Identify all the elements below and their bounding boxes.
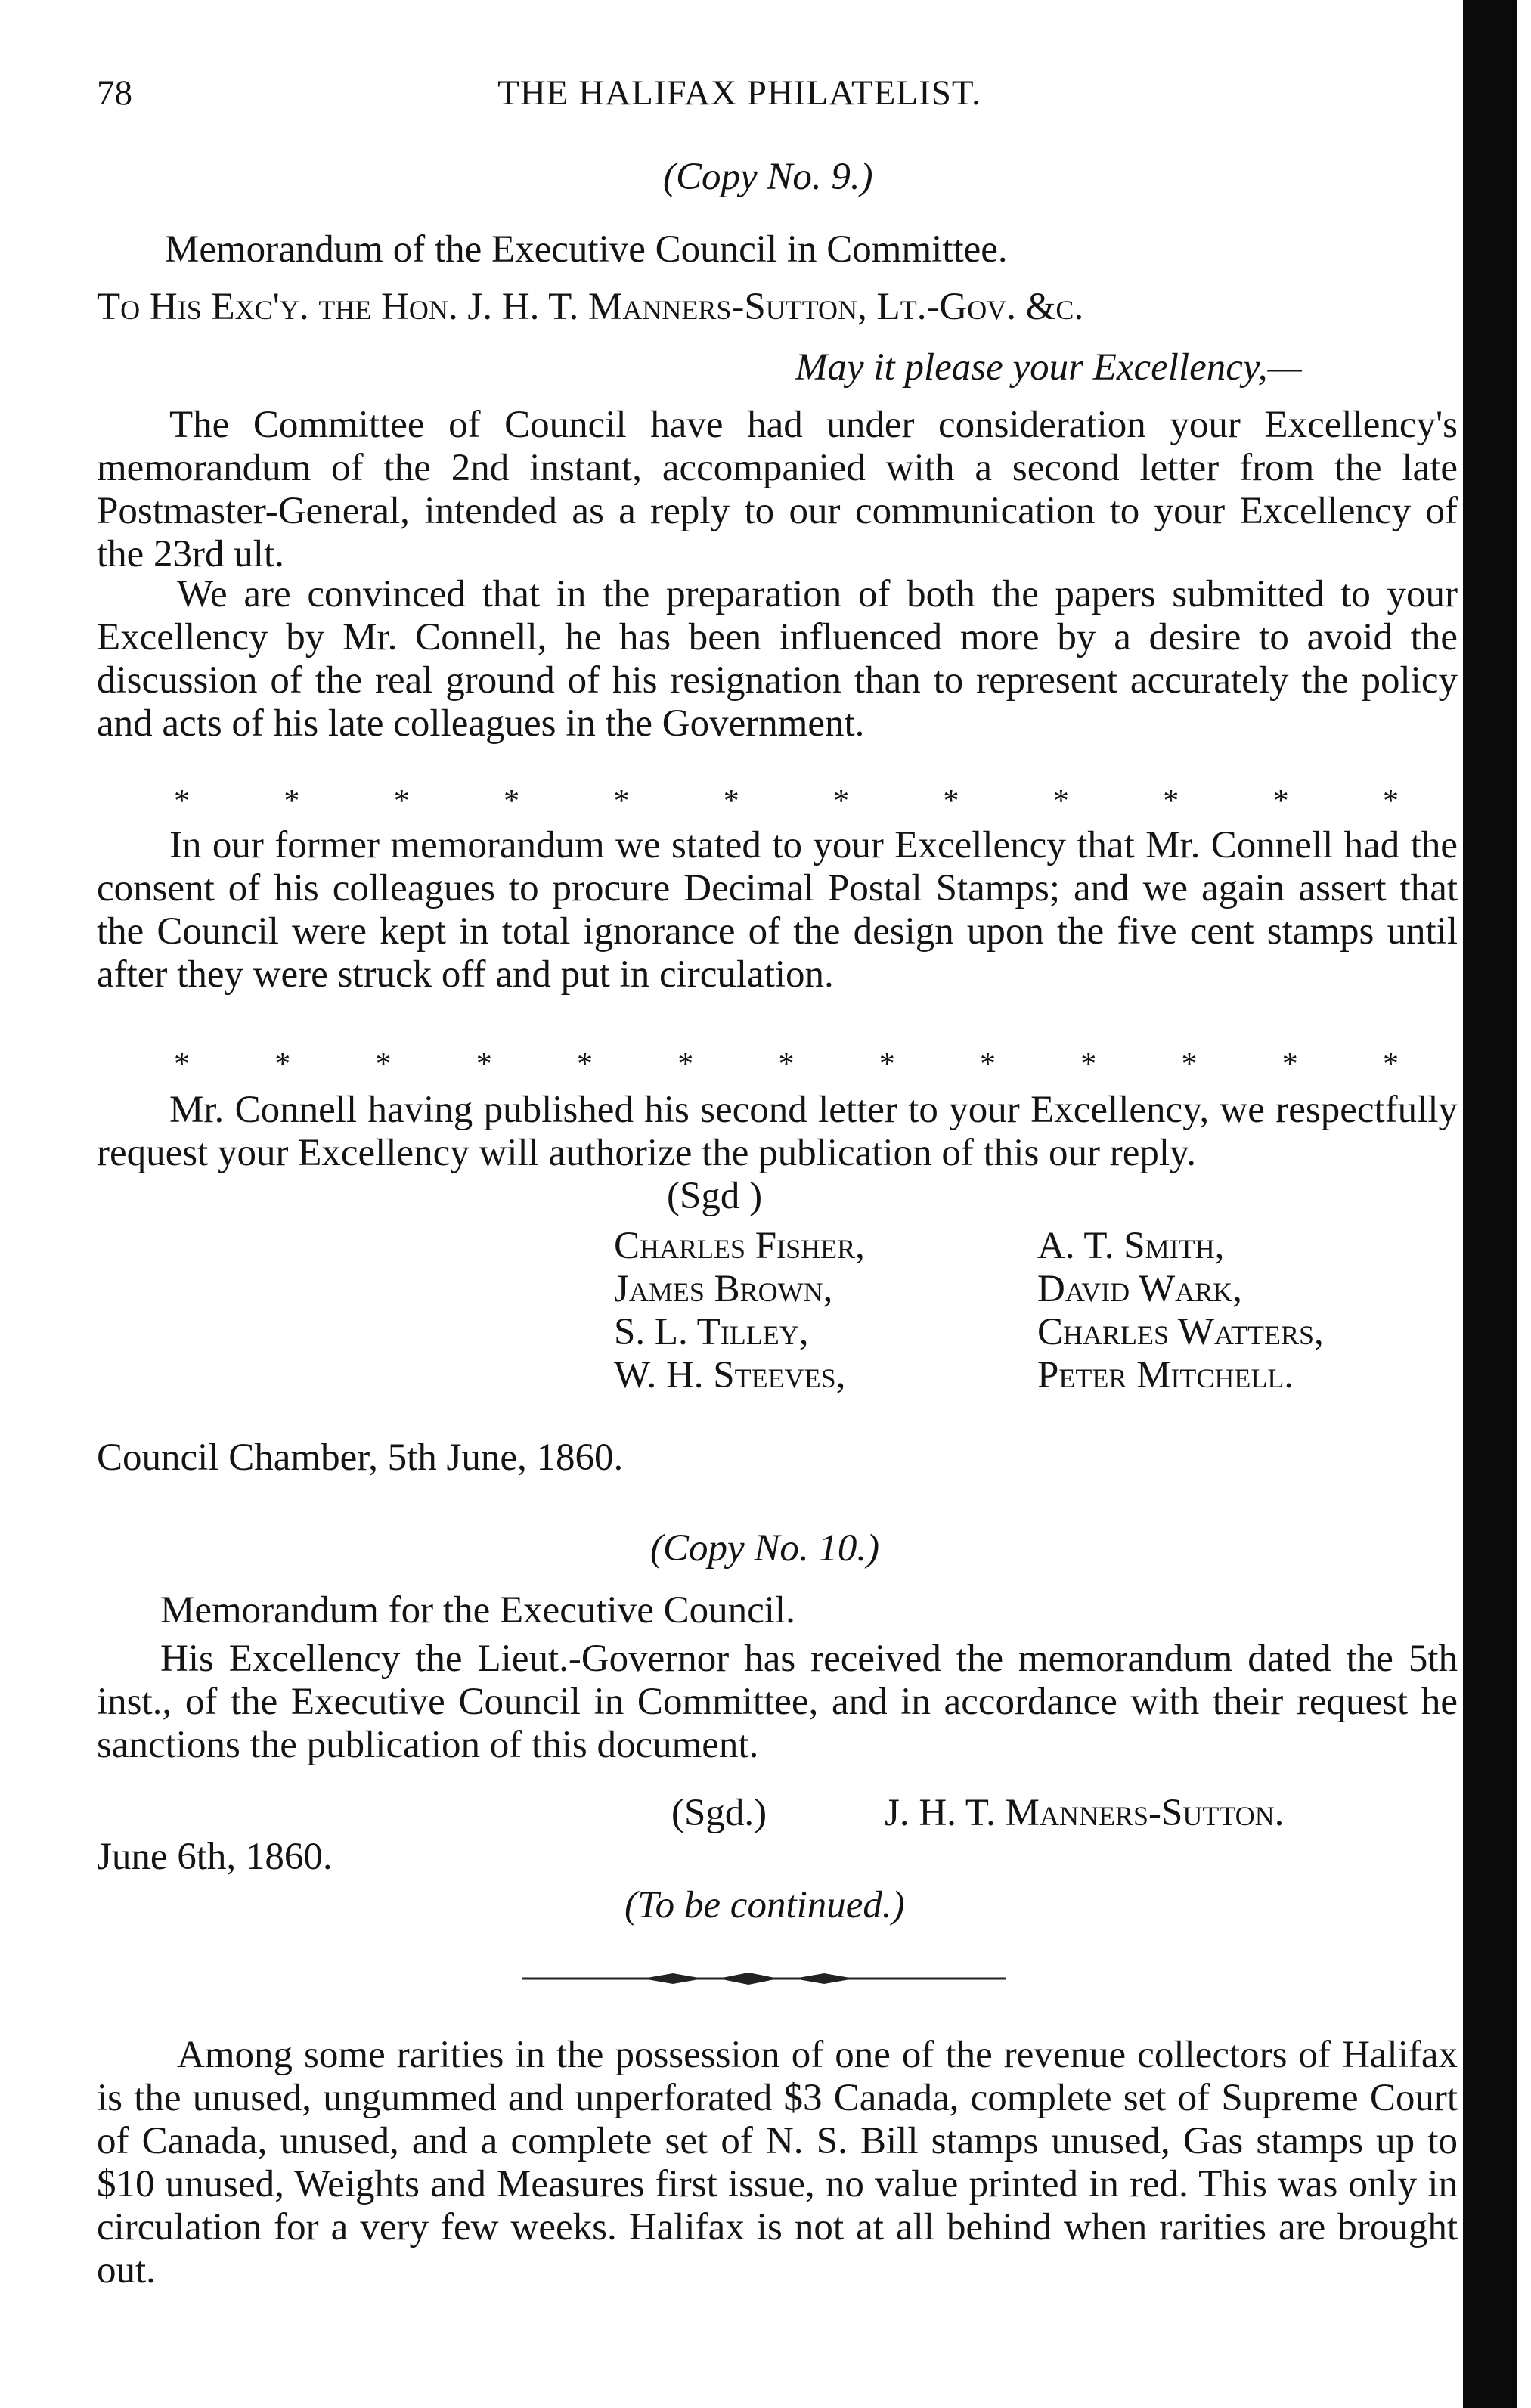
asterisk: * [1052,784,1069,819]
signer: J. H. T. Manners-Sutton. [885,1792,1285,1834]
asterisk: * [1383,1047,1399,1082]
signatory: James Brown, [614,1268,833,1310]
memo-date: June 6th, 1860. [97,1836,333,1878]
asterisk: * [375,1047,392,1082]
asterisk: * [274,1047,291,1082]
asterisk: * [943,784,959,819]
asterisk: * [833,784,850,819]
asterisk-divider [174,783,1399,820]
journal-title: THE HALIFAX PHILATELIST. [497,73,981,113]
paragraph: The Committee of Council have had under consideration your Excellency's memorandum of the 2nd instant, accompanied with a second letter from the late Postmaster-General, intended as a reply to our communication to your Excellency of the 23rd ult. [97,404,1458,575]
paragraph: We are convinced that in the preparation of both the papers submitted to your Excellency by Mr. Connell, he has been influenced more by a desire to avoid the discussion of the real ground of his resignation than to represent accurately the policy and acts of his late colleagues in the Government. [97,573,1458,745]
page-header [97,73,1382,118]
asterisk: * [1080,1047,1097,1082]
signed-note: (Sgd ) [667,1175,763,1217]
signatory: David Wark, [1037,1268,1242,1310]
asterisk: * [1272,784,1289,819]
asterisk: * [879,1047,895,1082]
asterisk: * [504,784,520,819]
asterisk: * [613,784,630,819]
asterisk: * [1282,1047,1298,1082]
asterisk: * [577,1047,593,1082]
addressee: To His Exc'y. the Hon. J. H. T. Manners-Sutton, Lt.-Gov. &c. [97,286,1084,328]
asterisk: * [980,1047,996,1082]
asterisk: * [1181,1047,1198,1082]
signatory: W. H. Steeves, [614,1354,846,1396]
signatories [614,1225,1446,1397]
signatory: Charles Watters, [1037,1311,1324,1353]
article-paragraph: Among some rarities in the possession of one of the revenue collectors of Halifax is the unused, ungummed and unperforated $3 Canada, complete set of Supreme Court of Canada, unused, and a complete set of N. S. Bill stamps unused, Gas stamps up to $10 unused, Weights and Measures first issue, no value printed in red. This was only in circulation for a very few weeks. Halifax is not at all behind when rarities are brought out. [97,2034,1458,2292]
asterisk-divider [174,1046,1399,1083]
memo-title-1: Memorandum of the Executive Council in Committee. [165,228,1008,271]
continued-note: (To be continued.) [624,1884,905,1926]
copy-10-heading: (Copy No. 10.) [650,1527,880,1570]
signatory: Peter Mitchell. [1037,1354,1294,1396]
place-date: Council Chamber, 5th June, 1860. [97,1436,624,1479]
paragraph: Mr. Connell having published his second letter to your Excellency, we respectfully request your Excellency will authorize the publication of this our reply. [97,1089,1458,1174]
page-number: 78 [97,73,132,113]
asterisk: * [174,1047,190,1082]
asterisk: * [723,784,739,819]
ornament-divider [522,1967,1006,1990]
asterisk: * [393,784,410,819]
asterisk: * [1163,784,1179,819]
paragraph: His Excellency the Lieut.-Governor has received the memorandum dated the 5th inst., of the Executive Council in Committee, and in accordance with their request he sanctions the publication of this document. [97,1638,1458,1766]
salutation: May it please your Excellency,— [795,346,1302,389]
signed-note: (Sgd.) [671,1792,767,1834]
asterisk: * [174,784,190,819]
asterisk: * [677,1047,694,1082]
asterisk: * [284,784,300,819]
signatory: Charles Fisher, [614,1225,865,1267]
copy-9-heading: (Copy No. 9.) [663,156,873,198]
signatory: A. T. Smith, [1037,1225,1225,1267]
paragraph: In our former memorandum we stated to your Excellency that Mr. Connell had the consent of his colleagues to procure Decimal Postal Stamps; and we again assert that the Council were kept in total ignorance of the design upon the five cent stamps until after they were struck off and put in circulation. [97,824,1458,996]
page-edge-bar [1463,0,1517,2408]
asterisk: * [476,1047,492,1082]
memo-title-2: Memorandum for the Executive Council. [160,1589,795,1632]
asterisk: * [1382,784,1399,819]
asterisk: * [778,1047,795,1082]
signatory: S. L. Tilley, [614,1311,809,1353]
